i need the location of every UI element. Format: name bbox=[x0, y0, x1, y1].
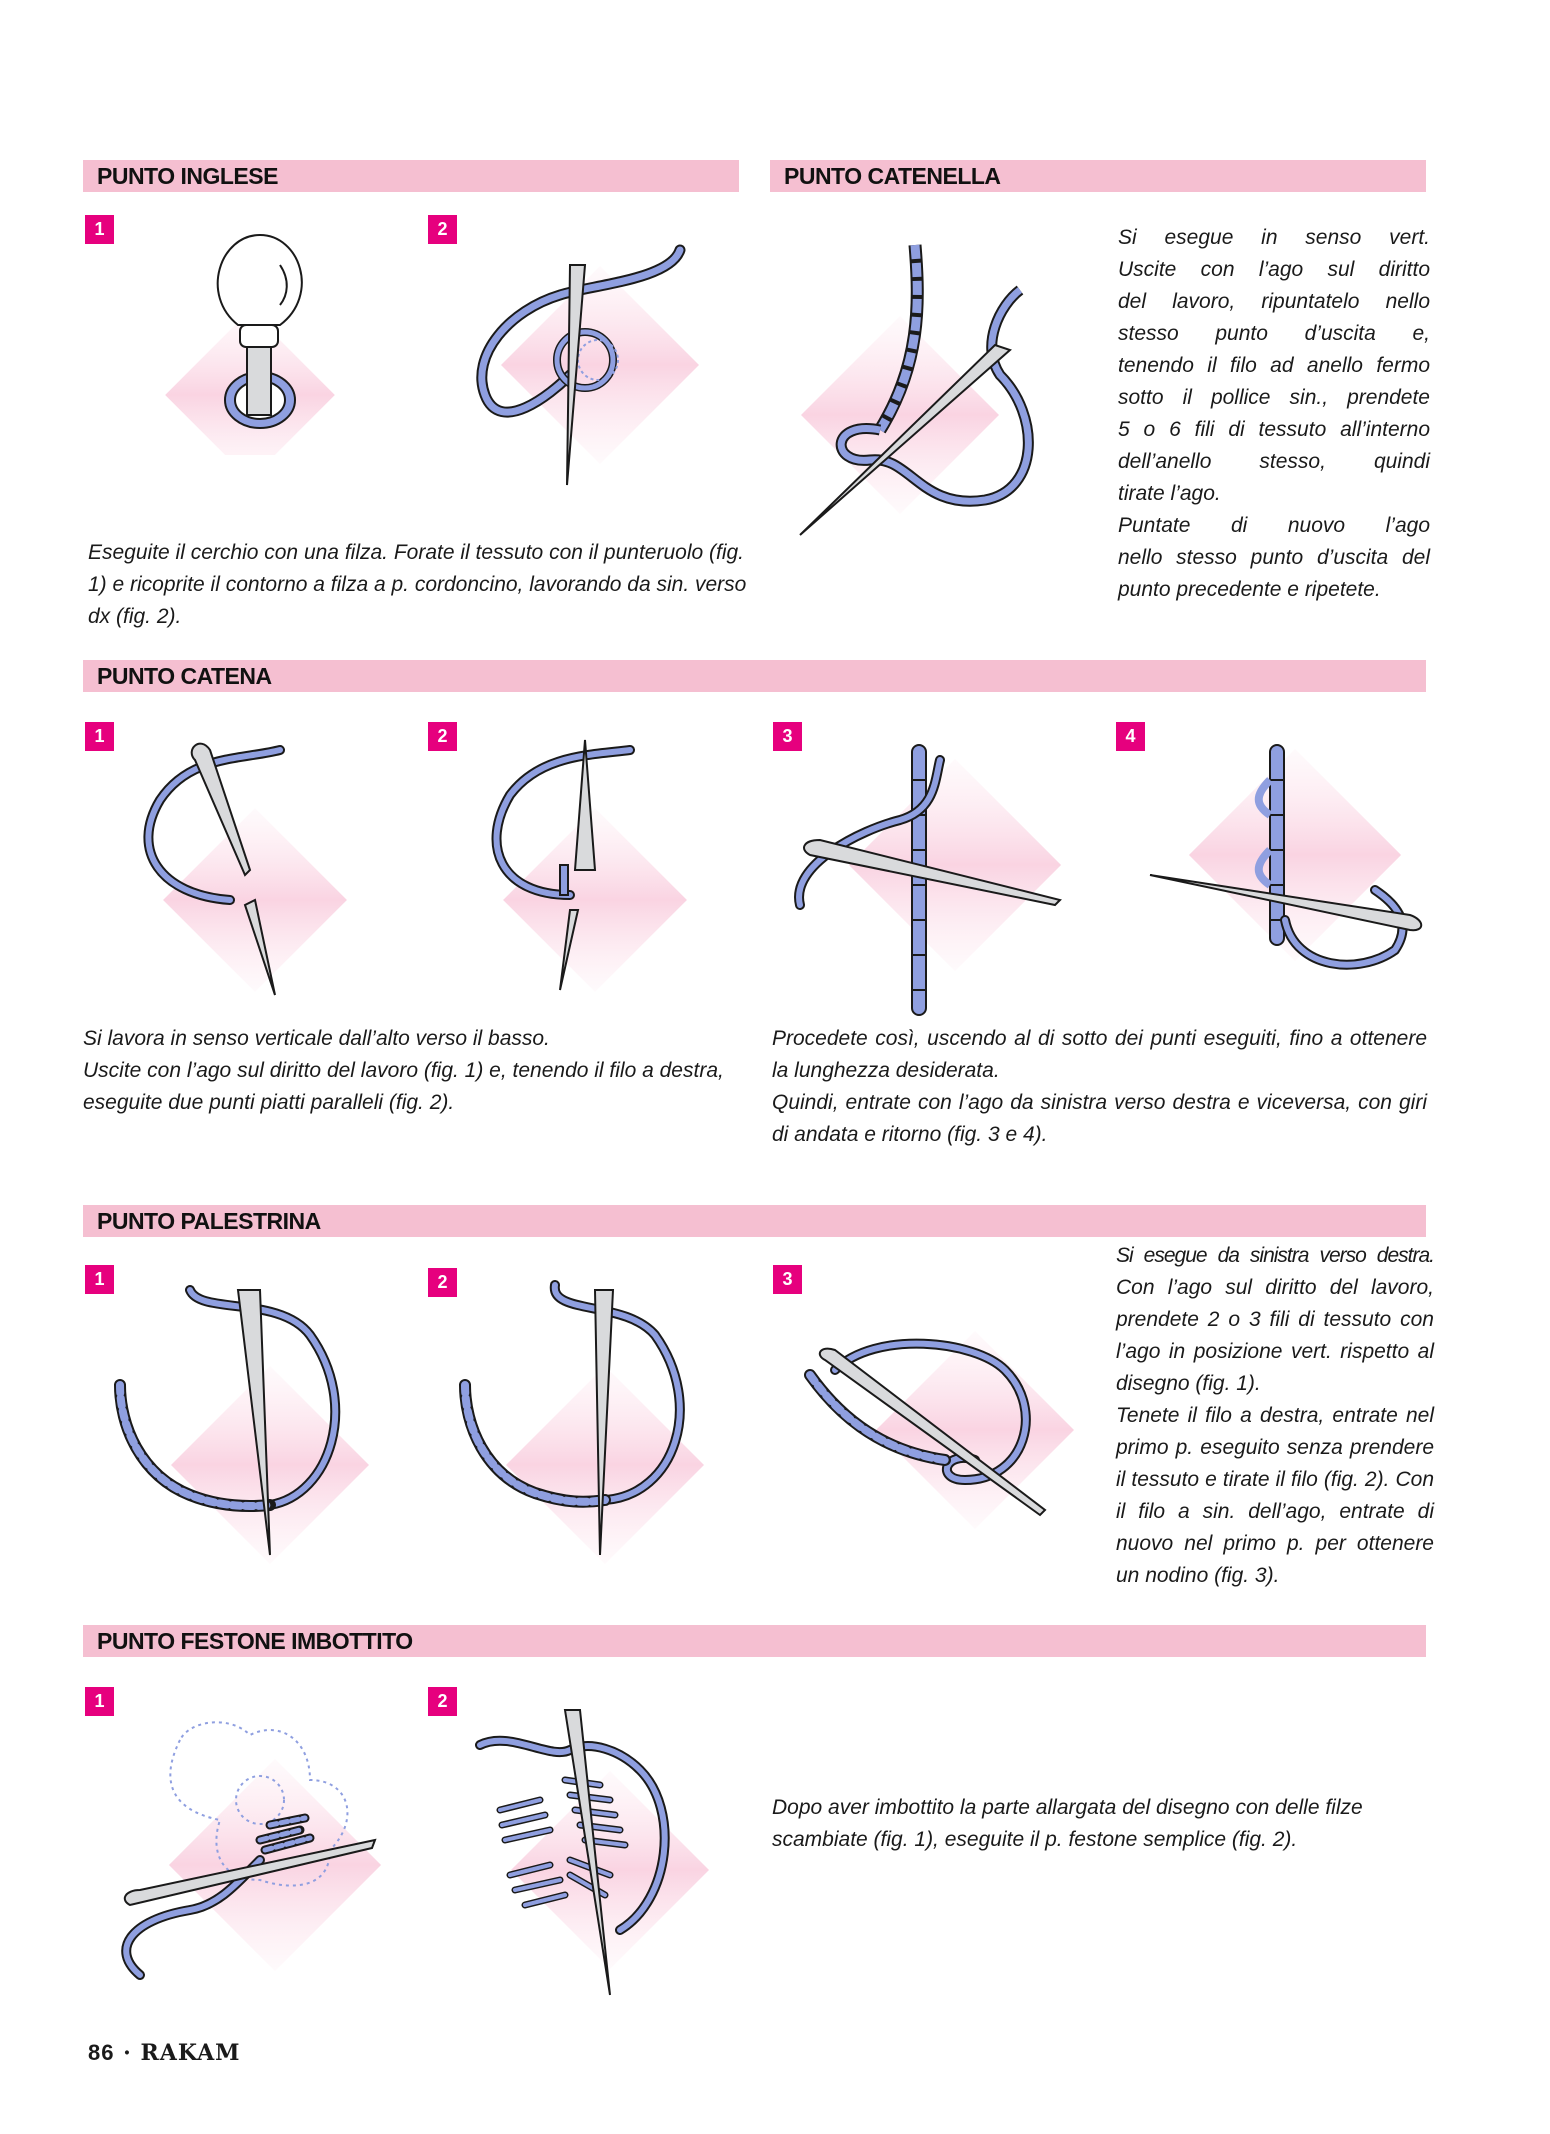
text-line: dell’anello stesso, quindi bbox=[1118, 450, 1430, 473]
section-header-festone bbox=[83, 1625, 1426, 1657]
section-header-catenella bbox=[770, 160, 1426, 192]
text-line: tirate l’ago. bbox=[1118, 482, 1221, 505]
pink-diamond bbox=[501, 266, 699, 464]
pink-diamond bbox=[801, 316, 999, 514]
text-line: Tenete il filo a destra, entrate nel bbox=[1116, 1404, 1434, 1427]
paragraph: Quindi, entrate con l’ago da sinistra verso destra e viceversa, con giri di andata e ritorno (fig. 3 e 4). bbox=[772, 1091, 1427, 1146]
page-footer bbox=[88, 2040, 241, 2066]
text-line: 5 o 6 fili di tessuto all’interno bbox=[1118, 418, 1430, 441]
chain-step-3-figure bbox=[790, 740, 1080, 1020]
text-line: punto precedente e ripetete. bbox=[1118, 578, 1381, 601]
section-title: PUNTO CATENELLA bbox=[784, 163, 1001, 189]
figure-number: 2 bbox=[428, 1268, 457, 1297]
text-line: tenendo il filo ad anello fermo bbox=[1118, 354, 1430, 377]
chain-step-2-figure bbox=[450, 735, 690, 1005]
text-line: Uscite con l’ago sul diritto bbox=[1118, 258, 1430, 281]
section-title: PUNTO INGLESE bbox=[97, 163, 278, 189]
section-title: PUNTO CATENA bbox=[97, 663, 272, 689]
section-header-palestrina bbox=[83, 1205, 1426, 1237]
text-line: il tessuto e tirate il filo (fig. 2). Con bbox=[1116, 1468, 1434, 1491]
paragraph: Procedete così, uscendo al di sotto dei punti eseguiti, fino a ottenere la lunghezza desiderata. bbox=[772, 1027, 1427, 1082]
awl-figure bbox=[130, 225, 370, 455]
text-line: nello stesso punto d’uscita del bbox=[1118, 546, 1430, 569]
text-line: del lavoro, ripuntatelo nello bbox=[1118, 290, 1430, 313]
figure-number: 2 bbox=[428, 215, 457, 244]
text-line: Puntate di nuovo l’ago bbox=[1118, 514, 1430, 537]
text-line: Con l’ago sul diritto del lavoro, bbox=[1116, 1276, 1434, 1299]
figure-number: 2 bbox=[428, 1687, 457, 1716]
text-line: Si esegue in senso vert. bbox=[1118, 226, 1430, 249]
section-title: PUNTO FESTONE IMBOTTITO bbox=[97, 1628, 413, 1654]
pink-diamond bbox=[1189, 749, 1401, 961]
palestrina-step-2-figure bbox=[445, 1275, 735, 1575]
figure-number: 1 bbox=[85, 1687, 114, 1716]
chain-step-1-figure bbox=[110, 735, 350, 1005]
section-header-catena bbox=[83, 660, 1426, 692]
festone-step-1-figure bbox=[110, 1700, 400, 2000]
instruction-text-block bbox=[1116, 1240, 1434, 1592]
pink-diamond bbox=[876, 1331, 1074, 1529]
instruction-text-right bbox=[772, 1023, 1427, 1151]
text-line: nuovo nel primo p. per ottenere bbox=[1116, 1532, 1434, 1555]
magazine-name: RAKAM bbox=[140, 2040, 241, 2066]
paragraph: Si lavora in senso verticale dall’alto verso il basso. bbox=[83, 1027, 550, 1050]
instruction-text-left bbox=[83, 1023, 738, 1119]
text-line: disegno (fig. 1). bbox=[1116, 1372, 1261, 1395]
page-number: 86 bbox=[88, 2040, 115, 2065]
text-line: prendete 2 o 3 fili di tessuto con bbox=[1116, 1308, 1434, 1331]
text-line: primo p. eseguito senza prendere bbox=[1116, 1436, 1434, 1459]
festone-step-2-figure bbox=[470, 1700, 730, 2000]
section-header-inglese bbox=[83, 160, 739, 192]
instruction-text-block bbox=[1118, 222, 1430, 606]
paragraph: Uscite con l’ago sul diritto del lavoro (fig. 1) e, tenendo il filo a destra, eseguite due punti piatti paralleli (fig. 2). bbox=[83, 1059, 724, 1114]
text-line: un nodino (fig. 3). bbox=[1116, 1564, 1280, 1587]
figure-number: 2 bbox=[428, 722, 457, 751]
instruction-text: Dopo aver imbottito la parte allargata del disegno con delle filze scambiate (fig. 1), eseguite il p. festone semplice (fig. 2). bbox=[772, 1796, 1363, 1851]
text-line: il filo a sin. dell’ago, entrate di bbox=[1116, 1500, 1434, 1523]
figure-number: 1 bbox=[85, 215, 114, 244]
text-line: l’ago in posizione vert. rispetto al bbox=[1116, 1340, 1434, 1363]
figure-number: 1 bbox=[85, 1265, 114, 1294]
text-line: stesso punto d’uscita e, bbox=[1118, 322, 1430, 345]
cording-figure bbox=[440, 235, 720, 535]
pink-diamond bbox=[503, 808, 687, 992]
chain-loop-figure bbox=[770, 235, 1040, 545]
text-line: sotto il pollice sin., prendete bbox=[1118, 386, 1430, 409]
figure-number: 1 bbox=[85, 722, 114, 751]
instruction-text: Eseguite il cerchio con una filza. Forate il tessuto con il punteruolo (fig. 1) e ricoprite il contorno a filza a p. cordoncino, lavorando da sin. verso dx (fig. 2). bbox=[88, 541, 747, 628]
figure-number: 4 bbox=[1116, 722, 1145, 751]
text-line: Si esegue da sinistra verso destra. bbox=[1116, 1244, 1434, 1267]
figure-number: 3 bbox=[773, 722, 802, 751]
chain-step-4-figure bbox=[1140, 740, 1440, 1000]
section-title: PUNTO PALESTRINA bbox=[97, 1208, 321, 1234]
figure-number: 3 bbox=[773, 1265, 802, 1294]
palestrina-step-3-figure bbox=[795, 1320, 1075, 1540]
footer-separator: · bbox=[123, 2040, 132, 2066]
palestrina-step-1-figure bbox=[100, 1275, 390, 1575]
